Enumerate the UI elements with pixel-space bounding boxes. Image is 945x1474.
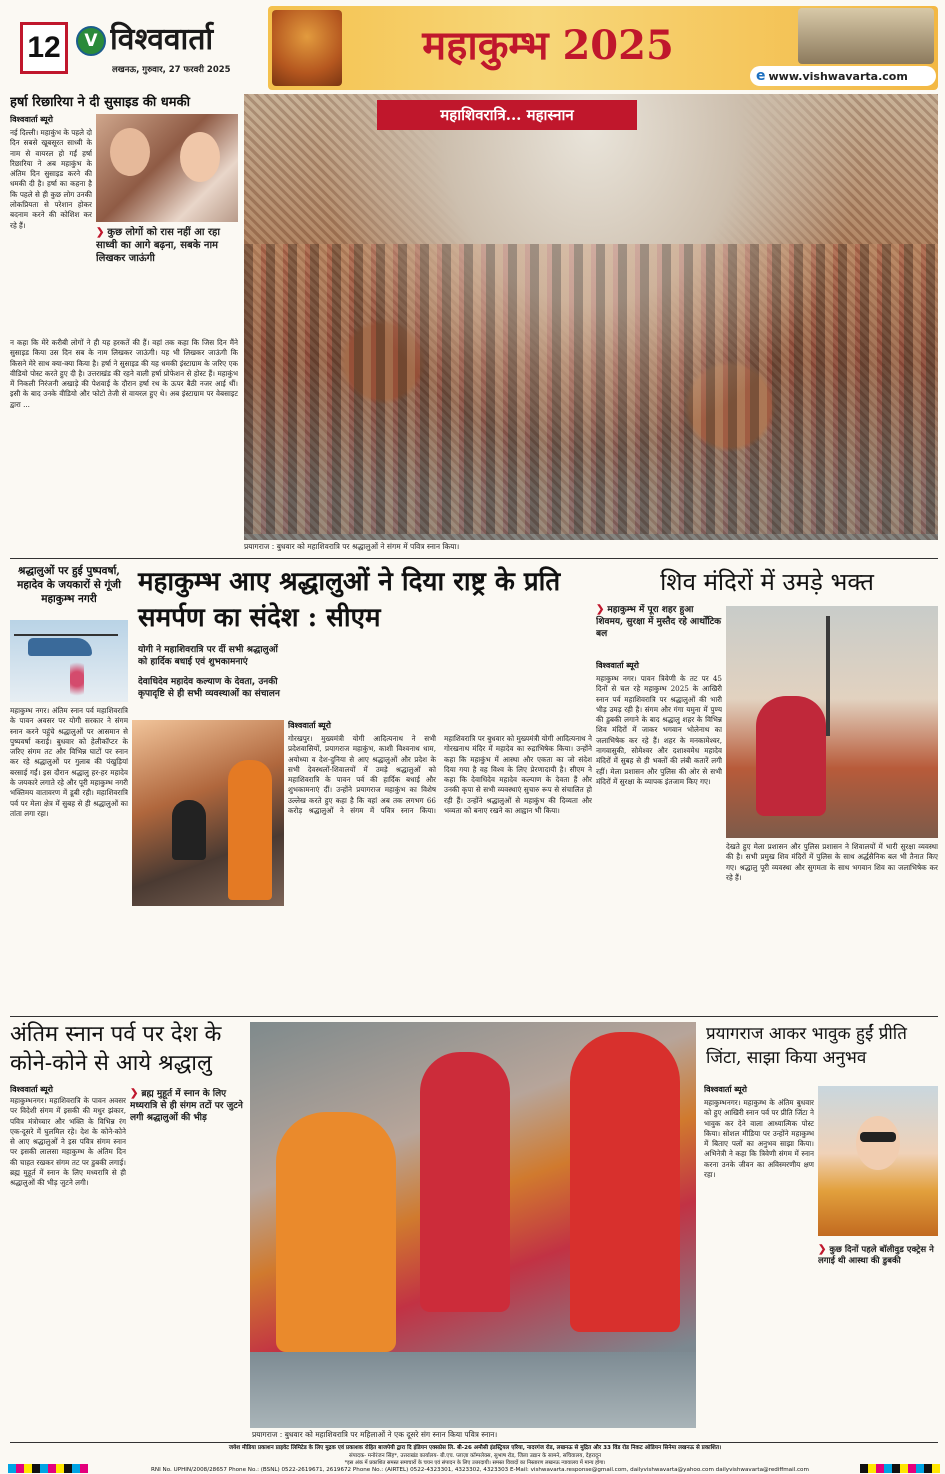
harsha-byline: विश्ववार्ता ब्यूरो <box>10 115 53 124</box>
preity-body: महाकुम्भनगर। महाकुम्भ के अंतिम बुधवार को हुए आखिरी स्नान पर्व पर प्रीति जिंटा ने भावुक कर देने वाला आध्यात्मिक पोस्ट किया। सोशल मीडिया पर उन्होंने महाकुम्भ में बिताए पलों का अनुभव साझा किया। अभिनेत्री ने कहा कि त्रिवेणी संगम में स्नान करना उनके जीवन का अविस्मरणीय क्षण रहा। <box>704 1098 814 1180</box>
antim-pullquote <box>130 1088 246 1152</box>
harsha-article <box>10 94 238 554</box>
divider-footer <box>10 1442 938 1443</box>
mahasnan-heading-box <box>377 100 637 130</box>
woman-figure-center <box>420 1052 510 1312</box>
website-url[interactable]: www.vishwavarta.com <box>768 69 908 83</box>
antim-headline: अंतिम स्नान पर्व पर देश के कोने-कोने से आये श्रद्धालु <box>10 1022 222 1076</box>
mahasnan-heading: महाशिवरात्रि... महास्नान <box>440 106 574 124</box>
shiv-body-bottom: देखते हुए मेला प्रशासन और पुलिस प्रशासन ने शिवालयों में भारी सुरक्षा व्यवस्था की है। सभी प्रमुख शिव मंदिरों में पुलिस के साथ अर्द्धसैनिक बल भी तैनात किए गए। श्रद्धालु पूरी व्यवस्था और सुगमता के साथ भगवान शिव का जलाभिषेक कर रहे हैं। <box>726 842 938 882</box>
shiv-body: महाकुम्भ नगर। पावन त्रिवेणी के तट पर 45 दिनों से चल रहे महाकुम्भ 2025 के आखिरी स्नान पर्व महाशिवरात्रि पर श्रद्धालुओं की भारी भीड़ उमड़ रही है। संगम और गंगा यमुना में पुण्य की डुबकी लगाने के बाद श्रद्धालु शहर के विभिन्न शिव मंदिरों में जाकर भगवान भोलेनाथ का जलाभिषेक कर रहे हैं। शहर के मनकामेश्वर, नागवासुकी, सोमेश्वर और दशाश्वमेध महादेव मंदिरों में सुबह से ही भक्तों की लंबी कतारें लगी रहीं। मेला प्रशासन और पुलिस की ओर से सभी मंदिरों में सुरक्षा के व्यापक इंतजाम किए गए। <box>596 674 722 786</box>
cm-byline: विश्ववार्ता ब्यूरो <box>288 721 331 730</box>
footer-imprint: जयेश मीडिया प्रकाशन प्राइवेट लिमिटेड के लिए मुद्रक एवं प्रकाशक रोहित बाजपेयी द्वारा दि इंडियन एक्सप्रेस लि. बी-26 अमौसी इंडस्ट्रियल एरिया, नादरगंज रोड, लखनऊ से मुद्रित और 33 विंड रोड निकट ओडियन सिनेमा लखनऊ से प्रकाशित। <box>228 1445 722 1451</box>
page-number: 12 <box>27 31 61 64</box>
petal-trail <box>70 656 84 702</box>
website-bar <box>750 66 936 86</box>
paper-name: विश्ववार्ता <box>110 22 214 57</box>
footer-editor: संपादक- मनोरंजन सिंह*, उत्तराखंड कार्यालय- बी.एच. प्लाज़ा कॉम्पलेक्स, सुभाष रोड, जिला उद्यान के सामने, सचिवालय, देहरादून <box>349 1453 601 1459</box>
cm-article <box>132 564 592 1012</box>
rotor-shape <box>14 634 118 636</box>
harsha-headline: हर्षा रिछारिया ने दी सुसाइड की धमकी <box>10 95 190 110</box>
crowd-band <box>244 244 938 534</box>
antim-body: महाकुम्भनगर। महाशिवरात्रि के पावन अवसर पर विदेशी संगम में इसकी की मधुर झंकार, पवित्र मंत्रोच्चार और भक्ति के विभिन्न रंग एक-दूसरे में घुलमिल रहे। देश के कोने-कोने से आए श्रद्धालुओं ने इस पवित्र संगम स्नान पर इसकी लालसा महाकुम्भ के अंतिम दिन की चाहत रखकर संगम तट पर डुबकी लगाई। ब्रह्म मुहूर्त में स्नान के लिए मध्यरात्रि से ही श्रद्धालुओं की भीड़ जुटने लगी। <box>10 1096 126 1188</box>
harsha-photo <box>96 114 238 222</box>
dateline: लखनऊ, गुरुवार, 27 फरवरी 2025 <box>112 65 231 75</box>
sunglasses-icon <box>860 1132 896 1142</box>
antim-pullquote-text: ब्रह्म मुहूर्त में स्नान के लिए मध्यरात्रि से ही संगम तटों पर जुटने लगी श्रद्धालुओं की भीड़ <box>130 1089 243 1123</box>
cm-headline: महाकुम्भ आए श्रद्धालुओं ने दिया राष्ट्र के प्रति समर्पण का संदेश : सीएम <box>138 567 561 633</box>
color-registration-left <box>8 1464 88 1473</box>
shiv-sub-text: महाकुम्भ में पूरा शहर हुआ शिवमय, सुरक्षा में मुस्तैद रहे आर्थोंटिक बल <box>596 605 722 639</box>
preity-photo-caption <box>818 1244 938 1294</box>
banner-saint-image-left <box>272 10 342 86</box>
cm-photo <box>132 720 284 906</box>
shiv-photo <box>726 606 938 838</box>
cm-sub2: देवाधिदेव महादेव कल्याण के देवता, उनकी कृपादृष्टि से ही सभी व्यवस्थाओं का संचालन <box>138 677 280 699</box>
pushp-article <box>10 564 128 1012</box>
cm-sub1: योगी ने महाशिवरात्रि पर दीं सभी श्रद्धालुओं को हार्दिक बधाई एवं शुभकामनाएं <box>138 645 278 667</box>
preity-article <box>700 1022 938 1442</box>
preity-photo <box>818 1086 938 1236</box>
shivling-shape <box>172 800 206 860</box>
page-number-box <box>20 22 68 74</box>
antim-caption: प्रयागराज : बुधवार को महाशिवरात्रि पर महिलाओं ने एक दूसरे संग स्नान किया पवित्र स्नान। <box>252 1430 498 1439</box>
quote-arrow-icon: ❯ <box>818 1244 827 1255</box>
woman-figure-right <box>570 1032 680 1332</box>
antim-byline: विश्ववार्ता ब्यूरो <box>10 1085 53 1094</box>
mahasnan-photo <box>244 94 938 540</box>
banner-title: महाकुम्भ 2025 <box>422 22 674 69</box>
pushp-body: महाकुम्भ नगर। अंतिम स्नान पर्व महाशिवरात्रि के पावन अवसर पर योगी सरकार ने संगम स्नान करने पहुंचे श्रद्धालुओं पर आसमान से पुष्पवर्षा कराई। बुधवार को हेलीकॉप्टर के जरिए संगम तट और विभिन्न घाटों पर स्नान कर रहे श्रद्धालुओं पर गुलाब की पंखुड़ियां बरसाई गईं। इस दौरान श्रद्धालु हर-हर महादेव के जयकारे लगाते रहे और पूरी महाकुम्भ नगरी भक्तिमय वातावरण में डूबी रही। महाशिवरात्रि पर्व पर मेला क्षेत्र में सुबह से ही श्रद्धालुओं का तांता लगा रहा। <box>10 706 128 818</box>
harsha-pullquote-text: कुछ लोगों को रास नहीं आ रहा साध्वी का आगे बढ़ना, सबके नाम लिखकर जाऊंगी <box>96 227 220 264</box>
yogi-figure <box>228 760 272 900</box>
color-registration-right <box>860 1464 940 1473</box>
harsha-photo-face-right <box>180 132 220 182</box>
harsha-body-top: नई दिल्ली। महाकुंभ के पहले दो दिन सबसे खूबसूरत साध्वी के नाम से वायरल हो गईं हर्षा रिछारिया ने अब महाकुंभ के अंतिम दिन सुसाइड करने की धमकी दी है। हर्षा का कहना है कि पहले से ही कुछ लोग उनकी लोकप्रियता से परेशान होकर बदनाम करने की कोशिश कर रहे हैं। <box>10 128 92 230</box>
antim-photo <box>250 1022 696 1428</box>
shiv-article <box>596 564 938 1012</box>
divider-2 <box>10 1016 938 1017</box>
mahakumbh-banner <box>268 6 938 90</box>
cm-body: गोरखपुर। मुख्यमंत्री योगी आदित्यनाथ ने सभी प्रदेशवासियों, प्रयागराज महाकुंभ, काशी विश्वनाथ धाम, अयोध्या व देश-दुनिया से आए श्रद्धालुओं और प्रदेश के सभी देवस्थलों-शिवालयों में उमड़े श्रद्धालुओं को महाशिवरात्रि के पावन पर्व की हार्दिक बधाई और शुभकामनाएं दीं। उन्होंने प्रयागराज महाकुंभ का विशेष उल्लेख करते हुए कहा है कि वहां अब तक लगभग 66 करोड़ श्रद्धालुओं ने संगम में पवित्र स्नान किया। महाशिवरात्रि पर बुधवार को मुख्यमंत्री योगी आदित्यनाथ ने गोरखनाथ मंदिर में महादेव का रुद्राभिषेक किया। उन्होंने कहा कि महाकुंभ में आस्था और एकता का जो संदेश दिया गया है वह विश्व के लिए प्रेरणादायी है। सीएम ने कहा कि देवाधिदेव महादेव कल्याण के देवता हैं और उनकी कृपा से सभी व्यवस्थाएं सुचारु रूप से संचालित हो रही हैं। उन्होंने श्रद्धालुओं से महाकुंभ की दिव्यता और भव्यता को बनाए रखने का आह्वान भी किया। <box>288 734 592 816</box>
antim-article <box>10 1020 246 1440</box>
mahasnan-caption: प्रयागराज : बुधवार को महाशिवरात्रि पर श्रद्धालुओं ने संगम में पवित्र स्नान किया। <box>244 542 460 551</box>
quote-arrow-icon: ❯ <box>96 227 105 238</box>
harsha-pullquote <box>96 226 238 286</box>
pushp-headline: श्रद्धालुओं पर हुई पुष्पवर्षा, महादेव के जयकारों से गूंजी महाकुम्भ नगरी <box>17 565 121 605</box>
preity-byline: विश्ववार्ता ब्यूरो <box>704 1085 747 1094</box>
shiv-sub <box>596 604 722 654</box>
harsha-body-main: न कहा कि मेरे करीबी लोगों ने ही यह हरकतें की हैं। वहां तक कहा कि जिस दिन मैंने सुसाइड किया उस दिन सब के नाम लिखकर जाऊंगी। यह भी लिखकर जाऊंगी कि किसने मेरे साथ क्या-क्या किया है। हर्षा ने सुसाइड की यह धमकी इंस्टाग्राम के जरिए एक वीडियो पोस्ट करते हुए दी है। उत्तराखंड की रहने वाली हर्षा प्रोफेशन से होस्ट हैं। महाकुंभ में निकली निरंजनी अखाड़े की पेशवाई के दौरान हर्षा रथ के ऊपर बैठी नजर आई थीं। इसी के बाद उनके वीडियो और फोटो तेजी से वायरल हुए थे। अब इंस्टाग्राम पर वेबसाइट द्वारा ... <box>10 338 238 409</box>
footer-note: *इस अंक में प्रकाशित समस्त समाचारों के चयन एवं संपादन के लिए उत्तरदायी। समस्त विवादों का निस्तारण लखनऊ न्यायालय में मान्य होगा। <box>344 1460 606 1466</box>
trishul-icon <box>826 616 830 736</box>
preity-photo-caption-text: कुछ दिनों पहले बॉलीवुड एक्ट्रेस ने लगाई थी आस्था की डुबकी <box>818 1245 934 1266</box>
preity-headline: प्रयागराज आकर भावुक हुईं प्रीति जिंटा, साझा किया अनुभव <box>706 1024 907 1068</box>
shiv-byline: विश्ववार्ता ब्यूरो <box>596 661 639 670</box>
footer-contacts: RNI No. UPHIN/2008/28657 Phone No.: (BSNL) 0522-2619671, 2619672 Phone No.: (AIRTEL) 0522-4323301, 4323302, 4323303 E-Mail: vishwavarta.response@gmail.com, dailyvishwavarta@yahoo.com dailyvishwavarta@rediffmail.com <box>151 1467 809 1473</box>
paper-logo-icon: V <box>76 26 106 56</box>
helicopter-photo <box>10 620 128 702</box>
quote-arrow-icon: ❯ <box>130 1088 139 1099</box>
divider-1 <box>10 558 938 559</box>
woman-figure-left <box>276 1112 396 1352</box>
devotee-figure <box>756 696 826 816</box>
preity-face <box>856 1116 900 1170</box>
helicopter-icon <box>28 638 92 656</box>
browser-e-icon: e <box>756 68 766 84</box>
shiv-headline: शिव मंदिरों में उमड़े भक्त <box>660 568 874 596</box>
banner-saint-image-right <box>798 8 934 64</box>
river-water <box>250 1352 696 1428</box>
quote-arrow-icon: ❯ <box>596 604 605 615</box>
page-header <box>0 0 945 92</box>
harsha-photo-face-left <box>110 128 150 176</box>
